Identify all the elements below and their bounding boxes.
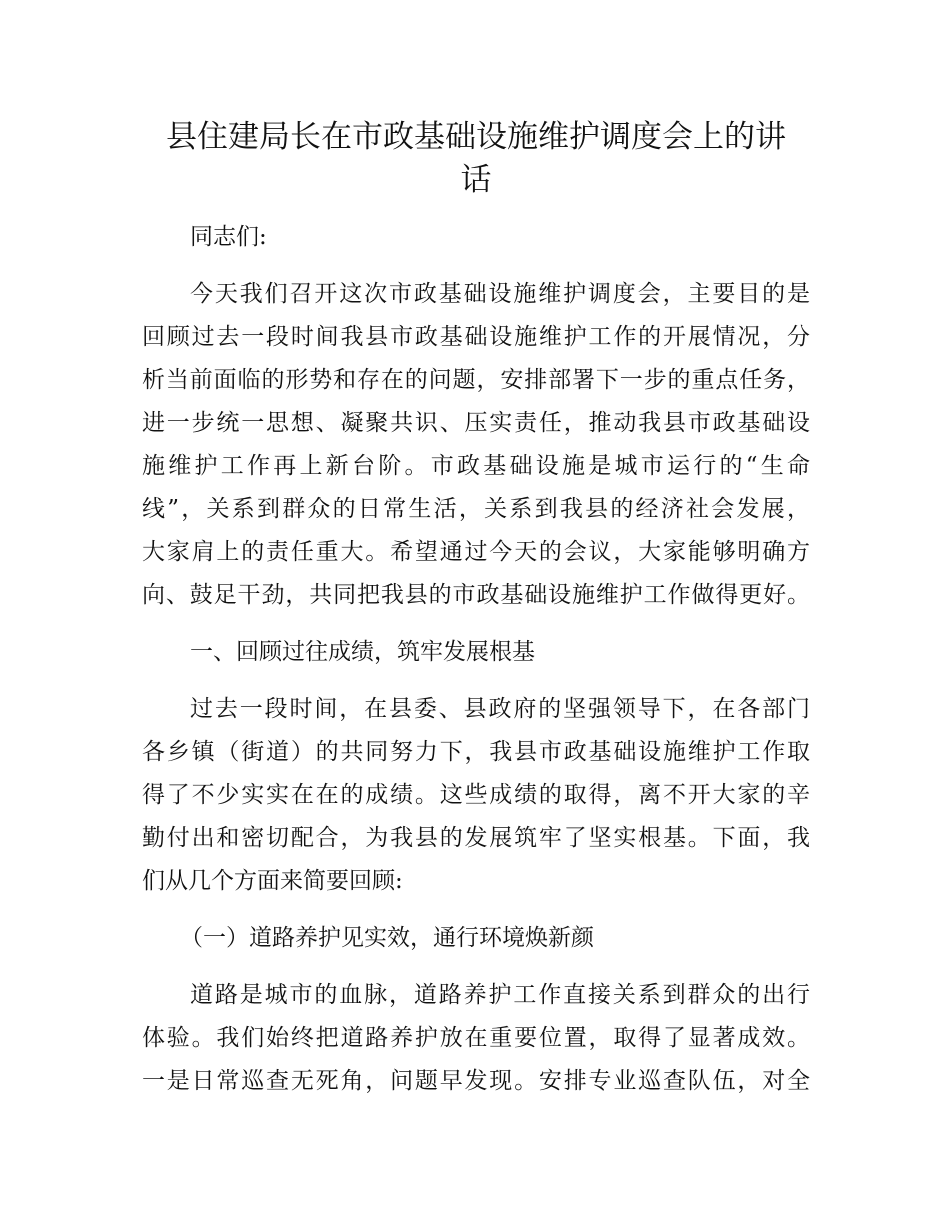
- heading-line: 一、回顾过往成绩，筑牢发展根基: [190, 639, 535, 665]
- text-line: 体验。我们始终把道路养护放在重要位置，取得了显著成效。: [142, 1025, 810, 1051]
- text-line: 过去一段时间，在县委、县政府的坚强领导下，在各部门: [190, 696, 810, 722]
- text-line: 一是日常巡查无死角，问题早发现。安排专业巡查队伍，对全: [142, 1068, 810, 1094]
- text-line: 线”，关系到群众的日常生活，关系到我县的经济社会发展，: [142, 496, 810, 522]
- text-line: 得了不少实实在在的成绩。这些成绩的取得，离不开大家的辛: [142, 782, 810, 808]
- text-line: 们从几个方面来简要回顾:: [142, 868, 403, 894]
- text-line: 进一步统一思想、凝聚共识、压实责任，推动我县市政基础设: [142, 410, 810, 436]
- text-line: 勤付出和密切配合，为我县的发展筑牢了坚实根基。下面，我: [142, 825, 810, 851]
- paragraph-roads: [142, 974, 810, 1103]
- document-page: [142, 116, 810, 1103]
- text-line: 道路是城市的血脉，道路养护工作直接关系到群众的出行: [190, 982, 810, 1008]
- text-line: 析当前面临的形势和存在的问题，安排部署下一步的重点任务，: [142, 367, 810, 393]
- subsection-heading-1: [142, 917, 810, 960]
- section-heading-1: [142, 631, 810, 674]
- salutation: [142, 216, 810, 259]
- text-line: 各乡镇（街道）的共同努力下，我县市政基础设施维护工作取: [142, 739, 810, 765]
- text-line: 施维护工作再上新台阶。市政基础设施是城市运行的“生命: [142, 453, 810, 479]
- text-line: 大家肩上的责任重大。希望通过今天的会议，大家能够明确方: [142, 539, 810, 565]
- paragraph-intro: [142, 273, 810, 617]
- title-line: 县住建局长在市政基础设施维护调度会上的讲: [166, 119, 786, 155]
- heading-line: （一）道路养护见实效，通行环境焕新颜: [180, 925, 594, 951]
- text-line: 同志们:: [190, 224, 267, 250]
- text-line: 向、鼓足干劲，共同把我县的市政基础设施维护工作做得更好。: [142, 582, 810, 608]
- title-line: 话: [460, 162, 492, 198]
- text-line: 今天我们召开这次市政基础设施维护调度会，主要目的是: [190, 281, 810, 307]
- document-title: [142, 116, 810, 202]
- paragraph-review: [142, 688, 810, 903]
- text-line: 回顾过去一段时间我县市政基础设施维护工作的开展情况，分: [142, 324, 810, 350]
